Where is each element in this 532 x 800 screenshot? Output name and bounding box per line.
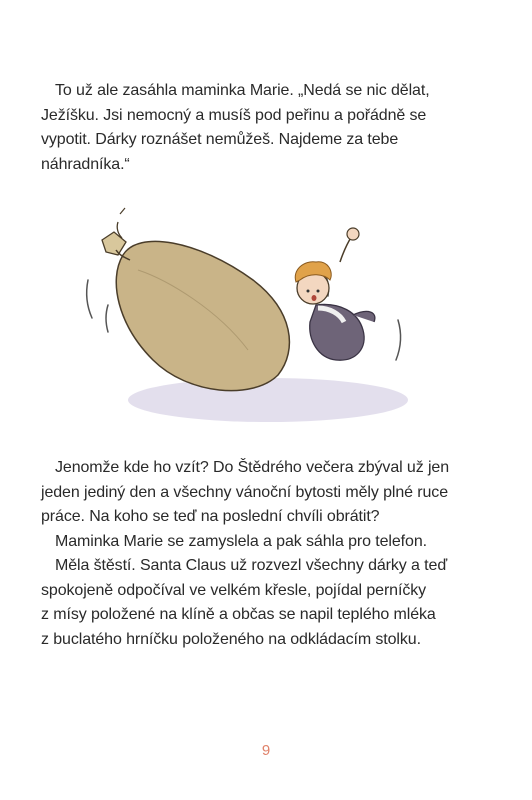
illustration-sack-and-child (78, 200, 408, 425)
sack (102, 208, 289, 391)
paragraph-bottom (41, 456, 491, 652)
text-line: náhradníka.“ (41, 155, 130, 173)
ground-shadow (128, 378, 408, 422)
text-line: spokojeně odpočíval ve velkém křesle, pojídal perníčky (41, 581, 427, 599)
text-line: Ježíšku. Jsi nemocný a musíš pod peřinu a pořádně se (41, 106, 427, 124)
text-line: To už ale zasáhla maminka Marie. „Nedá se nic dělat, (55, 82, 430, 99)
text-line: z mísy položené na klíně a občas se napil teplého mléka (41, 606, 436, 623)
text-line: z buclatého hrníčku položeného na odkládacím stolku. (41, 630, 421, 648)
text-line: Jenomže kde ho vzít? Do Štědrého večera zbýval už jen (55, 459, 450, 476)
text-line: Měla štěstí. Santa Claus už rozvezl všechny dárky a teď (55, 557, 448, 574)
child-figure (295, 228, 375, 360)
text-line: vypotit. Dárky roznášet nemůžeš. Najdeme za tebe (41, 131, 399, 148)
paragraph-top (41, 79, 491, 177)
text-line: Maminka Marie se zamyslela a pak sáhla pro telefon. (55, 532, 427, 550)
hand (347, 228, 359, 240)
page-number: 9 (261, 742, 271, 759)
text-line: práce. Na koho se teď na poslední chvíli obrátit? (41, 508, 380, 525)
text-line: jeden jediný den a všechny vánoční bytosti měly plné ruce (41, 483, 448, 501)
